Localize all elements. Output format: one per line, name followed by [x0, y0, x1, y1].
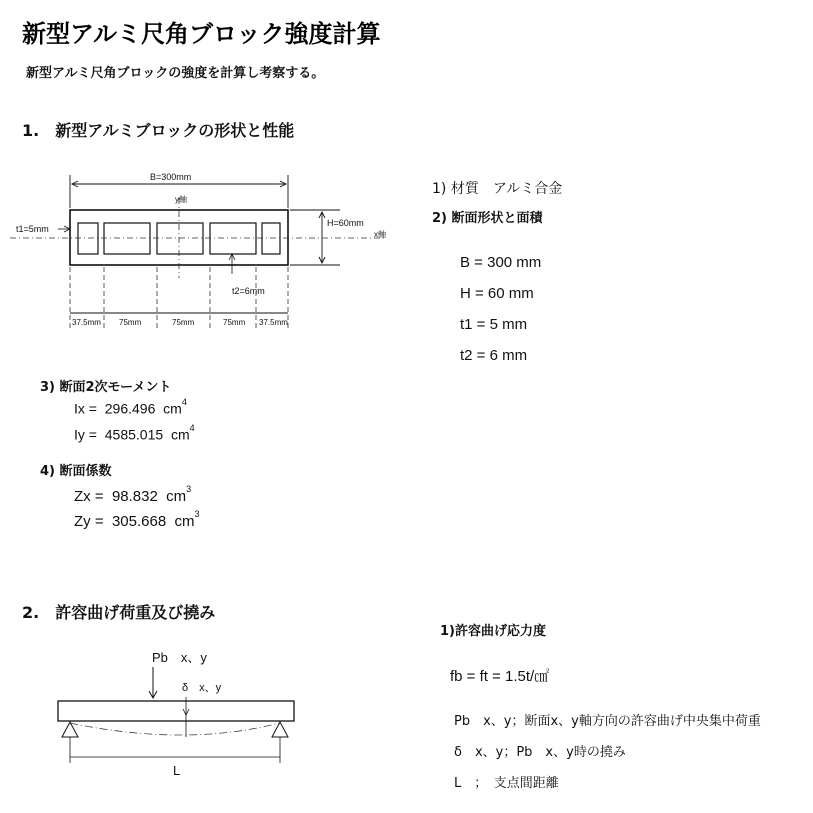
ix-exp: 4 [181, 397, 187, 407]
zx-unit: cm [166, 488, 187, 505]
beam [58, 701, 294, 721]
spec-h: H = 60 mm [460, 285, 534, 302]
ix-unit: cm [163, 400, 182, 417]
ix-label: Ix = [74, 400, 97, 417]
cell-left [78, 223, 98, 254]
page-subtitle: 新型アルミ尺角ブロックの強度を計算し考察する。 [26, 66, 325, 81]
page-title: 新型アルミ尺角ブロック強度計算 [22, 20, 381, 48]
zx-row [74, 484, 192, 505]
zy-row [74, 509, 200, 530]
b-dimension-label: B=300mm [150, 172, 192, 182]
definition-delta: δ x、y；Pb x、y時の撓み [454, 745, 626, 760]
ix-row [74, 397, 187, 417]
bottom-dim-3: 75mm [172, 318, 195, 327]
stress-heading: 1)許容曲げ応力度 [440, 624, 546, 639]
cell-3 [210, 223, 256, 254]
zy-exp: 3 [194, 509, 200, 519]
zx-exp: 3 [186, 484, 192, 494]
section2-heading: 2. 許容曲げ荷重及び撓み [22, 603, 216, 622]
cell-1 [104, 223, 150, 254]
zy-label: Zy = [74, 513, 104, 530]
bottom-dim-2: 75mm [119, 318, 142, 327]
spec-b: B = 300 mm [460, 254, 542, 271]
deflection-curve [70, 723, 280, 735]
iy-row [74, 423, 195, 443]
iy-unit: cm [170, 426, 190, 443]
cross-section-figure [0, 160, 420, 340]
x-axis-label: x軸 [374, 230, 386, 239]
shape-heading: 2) 断面形状と面積 [432, 211, 543, 226]
zx-label: Zx = [74, 488, 104, 505]
t1-label: t1=5mm [16, 224, 49, 234]
cell-right [262, 223, 280, 254]
spec-t2: t2 = 6 mm [460, 347, 528, 364]
load-label: Pb x、y [152, 650, 207, 665]
iy-label: Iy = [74, 426, 97, 443]
span-label: L [173, 763, 181, 778]
beam-figure [40, 645, 330, 785]
definition-pb: Pb x、y；断面x、y軸方向の許容曲げ中央集中荷重 [454, 714, 761, 729]
material-label: 1) 材質 アルミ合金 [432, 181, 563, 197]
iy-value: 4585.015 [104, 426, 164, 443]
ix-value: 296.496 [104, 400, 156, 417]
zy-value: 305.668 [111, 513, 167, 530]
zy-unit: cm [174, 513, 195, 530]
y-axis-label: y軸 [175, 195, 187, 204]
zx-value: 98.832 [111, 488, 158, 505]
bottom-dim-4: 75mm [223, 318, 246, 327]
modulus-heading: 4) 断面係数 [40, 464, 112, 479]
t2-label: t2=6mm [232, 286, 265, 296]
cell-2 [157, 223, 203, 254]
h-dimension-label: H=60mm [327, 218, 364, 228]
deflection-label: δ x、y [182, 682, 222, 694]
stress-formula: fb = ft = 1.5t/㎠ [450, 668, 550, 685]
definition-l: L ； 支点間距離 [454, 776, 559, 791]
iy-exp: 4 [189, 423, 195, 433]
section1-heading: 1. 新型アルミブロックの形状と性能 [22, 121, 295, 140]
bottom-dim-5: 37.5mm [259, 318, 288, 327]
moment-heading: 3) 断面2次モーメント [40, 380, 172, 395]
bottom-dim-1: 37.5mm [72, 318, 101, 327]
spec-t1: t1 = 5 mm [460, 316, 528, 333]
